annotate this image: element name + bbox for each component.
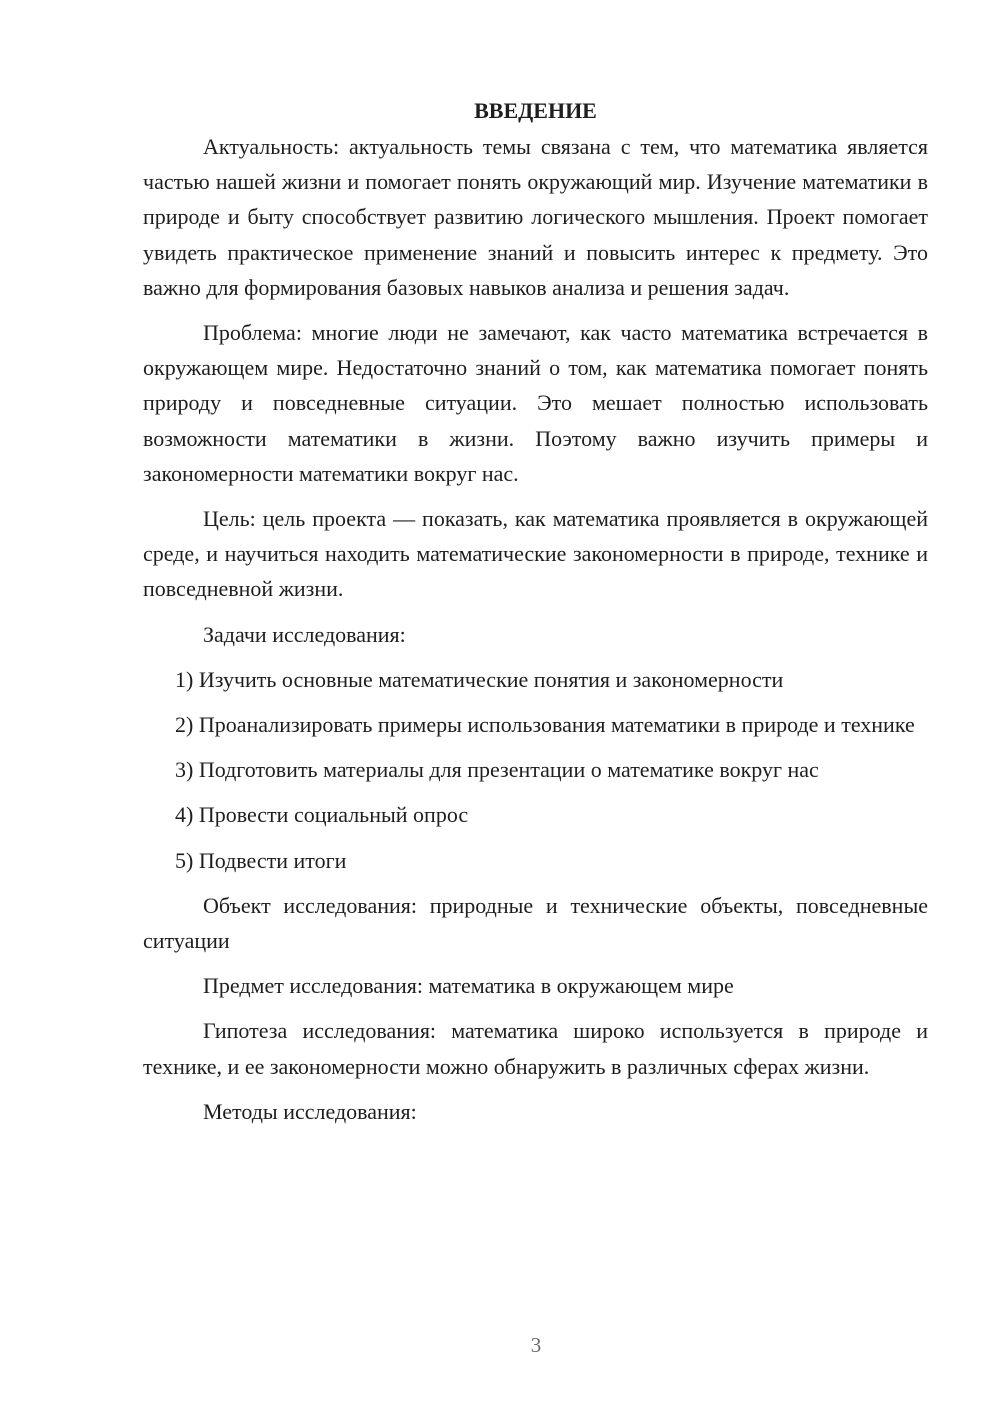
tasks-heading: Задачи исследования: (203, 621, 406, 647)
task-item: 5) Подвести итоги (175, 847, 347, 873)
problem-paragraph: Проблема: многие люди не замечают, как часто математика встречается в окружающем мире. Недостаточно знаний о том, как математика помогает понять природу и повседневные ситуации. Это мешает полностью использовать возможности математики в жизни. Поэтому важно изучить примеры и закономерности математики вокруг нас. (143, 320, 928, 486)
task-item: 2) Проанализировать примеры использования математики в природе и технике (175, 712, 915, 738)
methods-paragraph: Методы исследования: (203, 1098, 417, 1124)
task-item: 4) Провести социальный опрос (175, 802, 469, 828)
section-heading: ВВЕДЕНИЕ (474, 98, 597, 123)
relevance-paragraph: Актуальность: актуальность темы связана с тем, что математика является частью нашей жизни и помогает понять окружающий мир. Изучение математики в природе и быту способствует развитию логического мышления. Проект помогает увидеть практическое применение знаний и повысить интерес к предмету. Это важно для формирования базовых навыков анализа и решения задач. (143, 134, 928, 300)
page-number: 3 (530, 1333, 542, 1357)
object-paragraph: Объект исследования: природные и технические объекты, повседневные ситуации (143, 892, 928, 954)
goal-paragraph: Цель: цель проекта — показать, как математика проявляется в окружающей среде, и научиться находить математические закономерности в природе, технике и повседневной жизни. (143, 506, 928, 602)
subject-paragraph: Предмет исследования: математика в окружающем мире (203, 973, 734, 999)
task-item: 1) Изучить основные математические понятия и закономерности (175, 666, 784, 692)
page-content (143, 93, 928, 1129)
hypothesis-paragraph: Гипотеза исследования: математика широко используется в природе и технике, и ее закономерности можно обнаружить в различных сферах жизни. (143, 1018, 928, 1079)
task-item: 3) Подготовить материалы для презентации о математике вокруг нас (175, 757, 819, 783)
